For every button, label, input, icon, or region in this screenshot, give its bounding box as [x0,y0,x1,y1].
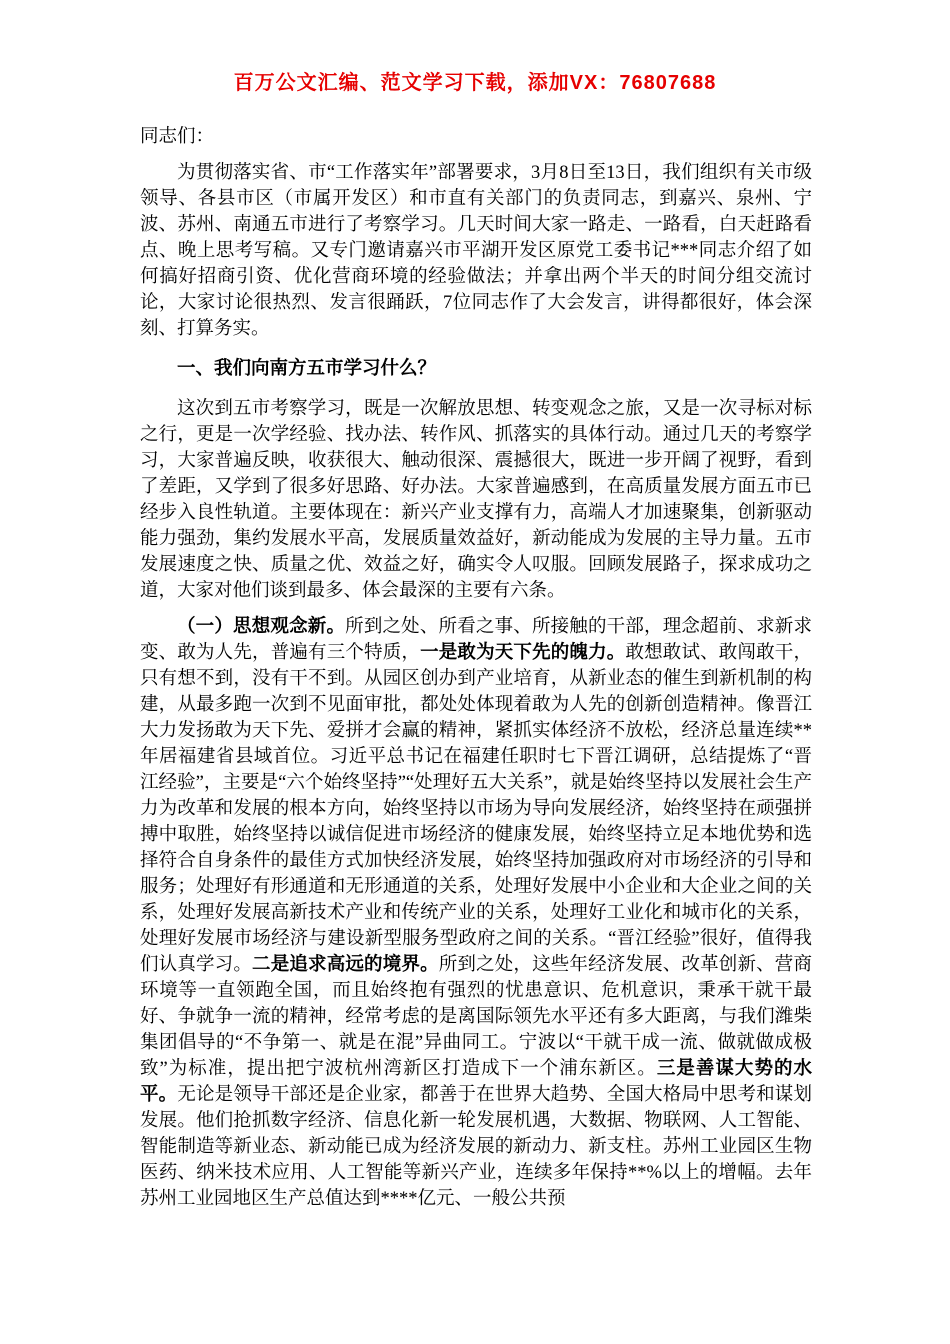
paragraph [140,124,812,150]
document-body [140,124,812,1222]
body-text: 为贯彻落实省、市“工作落实年”部署要求，3月8日至13日，我们组织有关市级领导、各县市区（市属开发区）和市直有关部门的负责同志，到嘉兴、泉州、宁波、苏州、南通五市进行了考察学习。几天时间大家一路走、一路看，白天赶路看点、晚上思考写稿。又专门邀请嘉兴市平湖开发区原党工委书记***同志介绍了如何搞好招商引资、优化营商环境的经验做法；并拿出两个半天的时间分组交流讨论，大家讨论很热烈、发言很踊跃，7位同志作了大会发言，讲得都很好，体会深刻、打算务实。 [140,163,812,339]
emphasis-text: 三是善谋大势的水平。 [140,1059,812,1105]
paragraph [140,396,812,604]
emphasis-text: 一是敢为天下先的魄力。 [420,643,626,663]
header-notice: 百万公文汇编、范文学习下载，添加VX：76807688 [233,72,717,94]
emphasis-text: 二是追求高远的境界。 [252,955,439,975]
body-text: 这次到五市考察学习，既是一次解放思想、转变观念之旅，又是一次寻标对标之行，更是一次学经验、找办法、转作风、抓落实的具体行动。通过几天的考察学习，大家普遍反映，收获很大、触动很深、震撼很大，既进一步开阔了视野，看到了差距，又学到了很多好思路、好办法。大家普遍感到，在高质量发展方面五市已经步入良性轨道。主要体现在：新兴产业支撑有力，高端人才加速聚集，创新驱动能力强劲，集约发展水平高，发展质量效益好，新动能成为发展的主导力量。五市发展速度之快、质量之优、效益之好，确实令人叹服。回顾发展路子，探求成功之道，大家对他们谈到最多、体会最深的主要有六条。 [140,399,812,601]
body-text: 无论是领导干部还是企业家，都善于在世界大趋势、全国大格局中思考和谋划发展。他们抢抓数字经济、信息化新一轮发展机遇，大数据、物联网、人工智能、智能制造等新业态、新动能已成为经济发展的新动力、新支柱。苏州工业园区生物医药、纳米技术应用、人工智能等新兴产业，连续多年保持**%以上的增幅。去年苏州工业园地区生产总值达到****亿元、一般公共预 [140,1085,812,1209]
body-text: 所到之处、所看之事、所接触的干部，理念超前、求新求变、敢为人先，普遍有三个特质， [140,617,812,663]
section-heading [140,356,812,382]
body-text: 敢想敢试、敢闯敢干，只有想不到，没有干不到。从园区创办到产业培育，从新业态的催生到新机制的构建，从最多跑一次到不见面审批，都处处体现着敢为人先的创新创造精神。像晋江大力发扬敢为天下先、爱拼才会赢的精神，紧抓实体经济不放松，经济总量连续**年居福建省县域首位。习近平总书记在福建任职时七下晋江调研，总结提炼了“晋江经验”，主要是“六个始终坚持”“处理好五大关系”，就是始终坚持以发展社会生产力为改革和发展的根本方向，始终坚持以市场为导向发展经济，始终坚持在顽强拼搏中取胜，始终坚持以诚信促进市场经济的健康发展，始终坚持立足本地优势和选择符合自身条件的最佳方式加快经济发展，始终坚持加强政府对市场经济的引导和服务；处理好有形通道和无形通道的关系，处理好发展中小企业和大企业之间的关系，处理好发展高新技术产业和传统产业的关系，处理好工业化和城市化的关系，处理好发展市场经济与建设新型服务型政府之间的关系。“晋江经验”很好，值得我们认真学习。 [140,643,812,975]
paragraph [140,160,812,342]
body-text: 同志们： [140,127,215,147]
emphasis-text: 一、我们向南方五市学习什么？ [177,359,437,379]
paragraph [140,614,812,1212]
body-text: 所到之处，这些年经济发展、改革创新、营商环境等一直领跑全国，而且始终抱有强烈的忧患意识、危机意识，秉承干就干最好、争就争一流的精神，经常考虑的是离国际领先水平还有多大距离，与我们潍柴集团倡导的“不争第一、就是在混”异曲同工。宁波以“干就干成一流、做就做成极致”为标准，提出把宁波杭州湾新区打造成下一个浦东新区。 [140,955,812,1079]
emphasis-text: （一）思想观念新。 [177,617,346,637]
